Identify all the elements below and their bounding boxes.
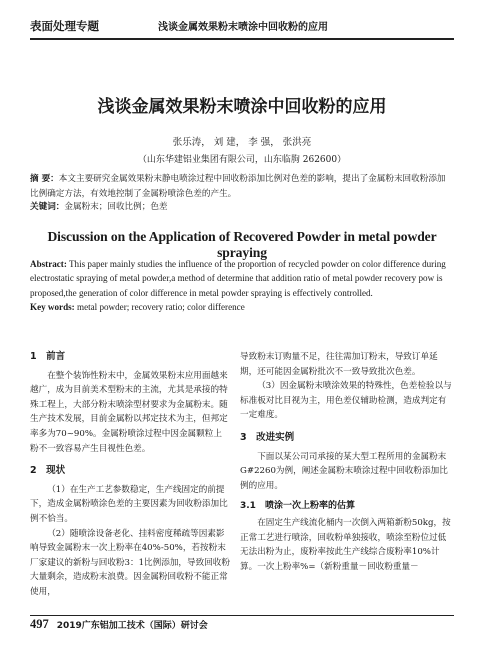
section-heading: 1 前言 bbox=[30, 351, 66, 362]
paragraph: 导致粉末订购量不足，往往需加订粉末，导致订单延期，还可能因金属粉批次不一致导致批次色差。 bbox=[240, 352, 438, 377]
paragraph: 在固定生产线流化桶内一次倒入两箱新粉50kg，按正常工艺进行喷涂，回收粉单独接收，喷涂至粉位过低无法出粉为止，废粉率按此生产线综合废粉率10%计算。一次上粉率%=（新粉重量－回收粉重量－ bbox=[240, 517, 451, 572]
abstract-en-text: This paper mainly studies the influence of the proportion of recycled powder on color difference during electrostatic spraying of metal powder,a method of determine that addition ratio of metal powder recovery pow is proposed,the generation of color difference in metal powder spraying is effectively controlled. bbox=[30, 259, 446, 298]
section-label: 表面处理专题 bbox=[30, 19, 99, 33]
abstract-en bbox=[30, 257, 454, 300]
body-column-left bbox=[30, 350, 230, 600]
page-number: 497 bbox=[30, 616, 49, 631]
keywords-cn-text: 金属粉末；回收比例；色差 bbox=[64, 202, 168, 212]
article-title-en: Discussion on the Application of Recovered Powder in metal powder spraying bbox=[47, 229, 437, 260]
paragraph: （1）在生产工艺参数稳定，生产线固定的前提下，造成金属粉喷涂色差的主要因素为回收粉添加比例不恰当。 bbox=[30, 484, 228, 524]
section-heading: 2 现状 bbox=[30, 465, 66, 477]
abstract-cn-text: 本文主要研究金属效果粉末静电喷涂过程中回收粉添加比例对色差的影响，提出了金属粉末回收粉添加比例确定方法，有效地控制了金属粉喷涂色差的产生。 bbox=[30, 174, 446, 199]
paragraph: （2）随喷涂设备老化、挂料密度稀疏等因素影响导致金属粉末一次上粉率在40%-50%，若按粉末厂家建议的新粉与回收粉3：1比例添加，导致回收粉大量剩余，造成粉末浪费。因金属粉回收粉不能正常使用， bbox=[30, 528, 230, 597]
article-title-cn: 浅谈金属效果粉末喷涂中回收粉的应用 bbox=[97, 97, 387, 117]
keywords-en-text: metal powder; recovery ratio; color difference bbox=[74, 302, 245, 312]
page-header bbox=[30, 14, 454, 40]
affiliation: （山东华建铝业集团有限公司，山东临朐 262600） bbox=[137, 155, 347, 165]
keywords-en bbox=[30, 302, 454, 312]
paragraph: 下面以某公司司承接的某大型工程所用的金属粉末G#2260为例，阐述金属粉末喷涂过程中回收粉添加比例的应用。 bbox=[240, 451, 448, 491]
abstract-cn bbox=[30, 172, 454, 201]
abstract-en-label: Abstract: bbox=[30, 259, 67, 269]
keywords-cn bbox=[30, 200, 454, 212]
paragraph: 在整个装饰性粉末中，金属效果粉末应用面越来越广，成为目前美术型粉末的主流，尤其是承接的特殊工程上，大部分粉末喷涂型材要求为金属粉末。随生产技术发展，目前金属粉以邦定技术为主，但邦定率多为70~90%。金属粉喷涂过程中因金属颗粒上粉不一致容易产生目视性色差。 bbox=[30, 370, 228, 454]
paragraph: （3）因金属粉末喷涂效果的特殊性，色差检验以与标准板对比目视为主，用色差仪辅助检测，造成判定有一定难度。 bbox=[240, 381, 452, 421]
subsection-heading: 3.1 喷涂一次上粉率的估算 bbox=[240, 501, 355, 512]
authors: 张乐涛， 刘 建， 李 强， 张洪亮 bbox=[172, 137, 312, 148]
keywords-cn-label: 关键词： bbox=[30, 202, 65, 212]
section-heading: 3 改进实例 bbox=[240, 431, 295, 443]
keywords-en-label: Key words: bbox=[30, 302, 75, 312]
running-title: 浅谈金属效果粉末喷涂中回收粉的应用 bbox=[158, 22, 328, 33]
body-column-right bbox=[240, 350, 454, 574]
abstract-cn-label: 摘 要： bbox=[30, 174, 59, 184]
page-footer bbox=[30, 615, 454, 632]
journal-name: 2019广东铝加工技术（国际）研讨会 bbox=[56, 620, 208, 631]
